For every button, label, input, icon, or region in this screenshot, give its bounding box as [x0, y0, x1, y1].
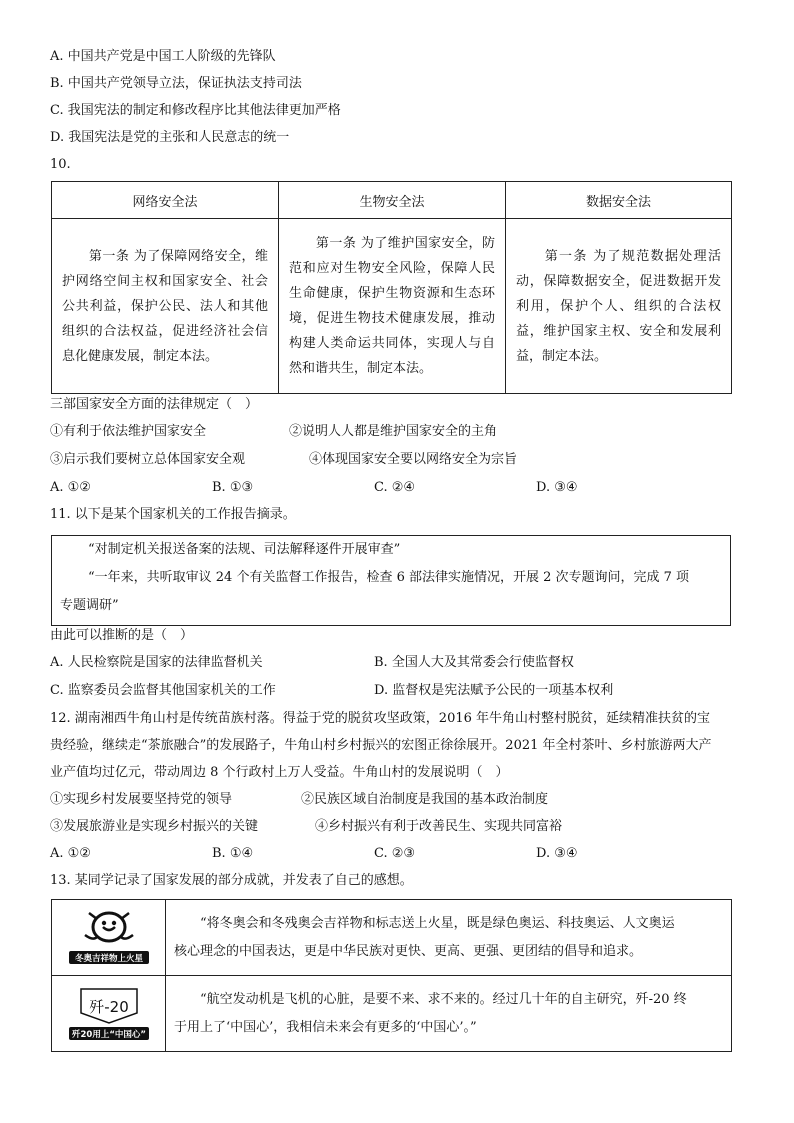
q11-quote-1: “对制定机关报送备案的法规、司法解释逐件开展审查”	[88, 542, 401, 557]
q11-quote-2-line-2: 专题调研”	[60, 598, 119, 613]
law-cell-biosecurity: 第一条 为了维护国家安全，防范和应对生物安全风险，保障人民生命健康，保护生物资源和生态环境，促进生物技术健康发展，推动构建人类命运共同体，实现人与自然和谐共生，制定本法。	[279, 219, 506, 394]
q11-choice-row-1	[50, 654, 750, 672]
q11-choice-a: A. 人民检察院是国家的法律监督机关	[50, 655, 263, 670]
j20-engine-comment	[166, 976, 732, 1052]
mars-mascot-comment-line-1: “将冬奥会和冬残奥会吉祥物和标志送上火星，既是绿色奥运、科技奥运、人文奥运	[200, 915, 675, 931]
q12-statement-4: ④乡村振兴有利于改善民生、实现共同富裕	[315, 819, 563, 834]
law-comparison-table	[51, 181, 732, 394]
q12-statement-row-2	[50, 818, 750, 836]
q10-statement-4: ④体现国家安全要以网络安全为宗旨	[309, 452, 518, 467]
law-header-cybersecurity: 网络安全法	[52, 182, 279, 219]
j20-engine-comment-line-2: 于用上了‘中国心’，我相信未来会有更多的‘中国心’。”	[174, 1019, 477, 1035]
q11-choice-b: B. 全国人大及其常委会行使监督权	[374, 655, 574, 670]
q10-statement-row-1	[50, 423, 750, 441]
q12-statement-3: ③发展旅游业是实现乡村振兴的关键	[50, 819, 259, 834]
q11-quote-2-line-1: “一年来，共听取审议 24 个有关监督工作报告，检查 6 部法律实施情况，开展 2 次专题询问，完成 7 项	[88, 570, 690, 585]
q12-choice-c: C. ②③	[374, 846, 416, 861]
q9-option-a: A. 中国共产党是中国工人阶级的先锋队	[50, 49, 276, 64]
j20-engine-logo-icon	[63, 983, 155, 1045]
q12-choice-a: A. ①②	[50, 846, 91, 861]
mars-mascot-logo-cell	[52, 900, 166, 976]
q10-choice-a: A. ①②	[50, 480, 91, 495]
j20-logo-mark: 歼-20	[88, 997, 129, 1016]
law-cell-cybersecurity: 第一条 为了保障网络安全，维护网络空间主权和国家安全、社会公共利益，保护公民、法人和其他组织的合法权益，促进经济社会信息化健康发展，制定本法。	[52, 219, 279, 394]
q11-choice-c: C. 监察委员会监督其他国家机关的工作	[50, 683, 276, 698]
q9-option-c: C. 我国宪法的制定和修改程序比其他法律更加严格	[50, 103, 341, 118]
q13-stem: 13. 某同学记录了国家发展的部分成就，并发表了自己的感想。	[50, 873, 413, 888]
mars-mascot-logo-icon	[63, 907, 155, 969]
q10-choice-c: C. ②④	[374, 480, 416, 495]
q10-choice-b: B. ①③	[212, 480, 254, 495]
q11-stem: 11. 以下是某个国家机关的工作报告摘录。	[50, 507, 296, 522]
q9-option-b: B. 中国共产党领导立法，保证执法支持司法	[50, 76, 302, 91]
mars-mascot-comment-line-2: 核心理念的中国表达，更是中华民族对更快、更高、更强、更团结的倡导和追求。	[174, 943, 643, 959]
q12-stem-line-3: 业产值均过亿元，带动周边 8 个行政村上万人受益。牛角山村的发展说明（ ）	[50, 765, 509, 780]
q10-statement-3: ③启示我们要树立总体国家安全观	[50, 452, 246, 467]
q10-choice-d: D. ③④	[536, 480, 578, 495]
q11-choice-d: D. 监督权是宪法赋予公民的一项基本权利	[374, 683, 614, 698]
q12-statement-2: ②民族区域自治制度是我国的基本政治制度	[301, 792, 549, 807]
q12-stem-line-1: 12. 湖南湘西牛角山村是传统苗族村落。得益于党的脱贫攻坚政策，2016 年牛角山村整村脱贫，延续精准扶贫的宝	[50, 711, 711, 726]
q12-choice-b: B. ①④	[212, 846, 254, 861]
q11-report-excerpt-box	[51, 535, 731, 626]
achievement-table	[51, 899, 732, 1052]
q12-choice-d: D. ③④	[536, 846, 578, 861]
q9-option-d: D. 我国宪法是党的主张和人民意志的统一	[50, 130, 290, 145]
q12-choices	[50, 845, 750, 863]
j20-logo-caption: 歼20用上“中国心”	[71, 1029, 146, 1040]
law-cell-datasecurity: 第一条 为了规范数据处理活动，保障数据安全，促进数据开发利用，保护个人、组织的合法权益，维护国家主权、安全和发展利益，制定本法。	[506, 219, 732, 394]
q10-statement-row-2	[50, 451, 750, 469]
q12-stem-line-2: 贵经验，继续走“茶旅融合”的发展路子，牛角山村乡村振兴的宏图正徐徐展开。2021 年全村茶叶、乡村旅游两大产	[50, 738, 712, 753]
q10-choices	[50, 479, 750, 497]
q10-statement-1: ①有利于依法维护国家安全	[50, 424, 207, 439]
j20-engine-logo-cell	[52, 976, 166, 1052]
q12-statement-1: ①实现乡村发展要坚持党的领导	[50, 792, 233, 807]
q10-stem: 三部国家安全方面的法律规定（ ）	[50, 397, 259, 412]
q11-question: 由此可以推断的是（ ）	[50, 628, 194, 643]
q10-statement-2: ②说明人人都是维护国家安全的主角	[289, 424, 498, 439]
law-header-biosecurity: 生物安全法	[279, 182, 506, 219]
q11-choice-row-2	[50, 682, 750, 700]
law-header-datasecurity: 数据安全法	[506, 182, 732, 219]
mars-mascot-logo-caption: 冬奥吉祥物上火星	[74, 953, 143, 964]
q12-statement-row-1	[50, 791, 750, 809]
q10-number: 10.	[50, 157, 71, 172]
j20-engine-comment-line-1: “航空发动机是飞机的心脏，是要不来、求不来的。经过几十年的自主研究，歼-20 终	[200, 991, 687, 1007]
mars-mascot-comment	[166, 900, 732, 976]
